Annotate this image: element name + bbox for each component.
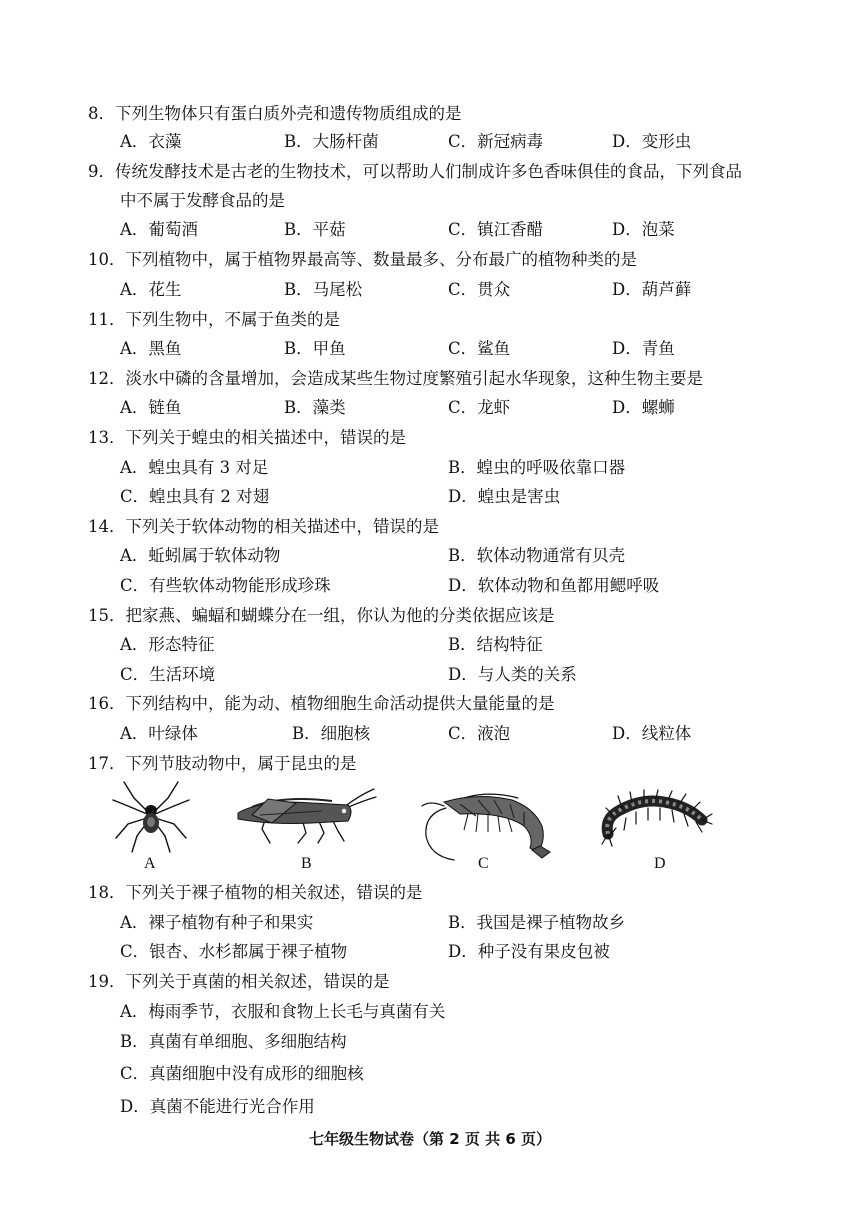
option-d: D．与人类的关系 — [448, 665, 577, 684]
question-16 — [88, 694, 555, 714]
option-a: A．梅雨季节，衣服和食物上长毛与真菌有关 — [120, 1002, 446, 1021]
grasshopper-icon — [232, 785, 377, 847]
question-stem: 下列关于裸子植物的相关叙述，错误的是 — [125, 883, 423, 902]
shrimp-icon — [420, 786, 555, 862]
option-a: A．花生 — [120, 280, 182, 299]
question-stem: 下列关于蝗虫的相关描述中，错误的是 — [125, 428, 406, 447]
option-c: C．蝗虫具有 2 对翅 — [120, 487, 270, 506]
option-d: D．葫芦藓 — [612, 280, 692, 299]
question-number: 14． — [88, 517, 126, 536]
question-15 — [88, 606, 555, 626]
figure-label-d: D — [654, 855, 666, 872]
question-number: 16． — [88, 694, 126, 713]
option-d: D．线粒体 — [612, 724, 692, 743]
option-d: D．青鱼 — [612, 339, 675, 358]
option-a: A．链鱼 — [120, 398, 182, 417]
question-stem: 下列结构中，能为动、植物细胞生命活动提供大量能量的是 — [125, 694, 555, 713]
figure-label-a: A — [144, 855, 156, 872]
option-b: B．大肠杆菌 — [284, 132, 379, 151]
option-c: C．鲨鱼 — [448, 339, 511, 358]
question-number: 12． — [88, 369, 126, 388]
question-number: 18． — [88, 883, 126, 902]
question-13 — [88, 428, 406, 448]
option-a: A．裸子植物有种子和果实 — [120, 913, 314, 932]
option-c: C．龙虾 — [448, 398, 511, 417]
option-d: D．变形虫 — [612, 132, 692, 151]
question-stem: 下列关于软体动物的相关描述中，错误的是 — [125, 517, 439, 536]
question-stem: 下列关于真菌的相关叙述，错误的是 — [125, 972, 390, 991]
page-footer: 七年级生物试卷（第 2 页 共 6 页） — [309, 1130, 551, 1148]
question-12 — [88, 369, 703, 389]
option-a: A．形态特征 — [120, 635, 215, 654]
question-stem: 下列节肢动物中，属于昆虫的是 — [125, 754, 357, 773]
option-a: A．黑鱼 — [120, 339, 182, 358]
question-number: 8． — [88, 104, 115, 123]
question-number: 13． — [88, 428, 126, 447]
spider-icon — [110, 778, 192, 854]
option-b: B．蝗虫的呼吸依靠口器 — [448, 458, 626, 477]
option-a: A．叶绿体 — [120, 724, 198, 743]
question-number: 9． — [88, 162, 115, 181]
option-c: C．贯众 — [448, 280, 511, 299]
question-stem-continued: 中不属于发酵食品的是 — [120, 191, 285, 210]
figure-label-c: C — [478, 855, 489, 872]
option-a: A．蚯蚓属于软体动物 — [120, 546, 281, 565]
option-b: B．甲鱼 — [284, 339, 346, 358]
question-number: 11． — [88, 310, 126, 329]
question-number: 10． — [88, 250, 126, 269]
option-a: A．葡萄酒 — [120, 220, 198, 239]
option-c: C．新冠病毒 — [448, 132, 544, 151]
option-b: B．平菇 — [284, 220, 346, 239]
question-number: 17． — [88, 754, 126, 773]
option-c: C．液泡 — [448, 724, 511, 743]
option-d: D．泡菜 — [612, 220, 675, 239]
option-c: C．真菌细胞中没有成形的细胞核 — [120, 1064, 364, 1083]
option-a: A．衣藻 — [120, 132, 182, 151]
question-stem: 下列植物中，属于植物界最高等、数量最多、分布最广的植物种类的是 — [125, 250, 637, 269]
option-d: D．蝗虫是害虫 — [448, 487, 561, 506]
question-14 — [88, 517, 439, 537]
option-b: B．藻类 — [284, 398, 346, 417]
figure-label-b: B — [301, 855, 312, 872]
centipede-icon — [598, 788, 714, 850]
question-stem: 淡水中磷的含量增加，会造成某些生物过度繁殖引起水华现象，这种生物主要是 — [125, 369, 703, 388]
option-d: D．真菌不能进行光合作用 — [120, 1097, 315, 1116]
question-number: 15． — [88, 606, 126, 625]
option-c: C．镇江香醋 — [448, 220, 544, 239]
question-17 — [88, 754, 357, 774]
question-11 — [88, 310, 340, 330]
option-d: D．螺蛳 — [612, 398, 675, 417]
question-8 — [88, 104, 462, 124]
option-b: B．细胞核 — [292, 724, 371, 743]
question-18 — [88, 883, 423, 903]
option-b: B．我国是裸子植物故乡 — [448, 913, 626, 932]
question-9 — [88, 162, 742, 182]
option-c: C．银杏、水杉都属于裸子植物 — [120, 942, 348, 961]
option-b: B．结构特征 — [448, 635, 543, 654]
option-d: D．软体动物和鱼都用鳃呼吸 — [448, 576, 660, 595]
question-19 — [88, 972, 390, 992]
option-a: A．蝗虫具有 3 对足 — [120, 458, 269, 477]
option-c: C．有些软体动物能形成珍珠 — [120, 576, 331, 595]
question-10 — [88, 250, 637, 270]
option-b: B．马尾松 — [284, 280, 363, 299]
question-number: 19． — [88, 972, 126, 991]
option-b: B．真菌有单细胞、多细胞结构 — [120, 1032, 347, 1051]
option-c: C．生活环境 — [120, 665, 216, 684]
question-stem: 下列生物体只有蛋白质外壳和遗传物质组成的是 — [115, 104, 462, 123]
question-stem: 传统发酵技术是古老的生物技术，可以帮助人们制成许多色香味俱佳的食品，下列食品 — [115, 162, 742, 181]
question-stem: 下列生物中，不属于鱼类的是 — [125, 310, 340, 329]
question-stem: 把家燕、蝙蝠和蝴蝶分在一组，你认为他的分类依据应该是 — [125, 606, 555, 625]
option-d: D．种子没有果皮包被 — [448, 942, 610, 961]
option-b: B．软体动物通常有贝壳 — [448, 546, 626, 565]
